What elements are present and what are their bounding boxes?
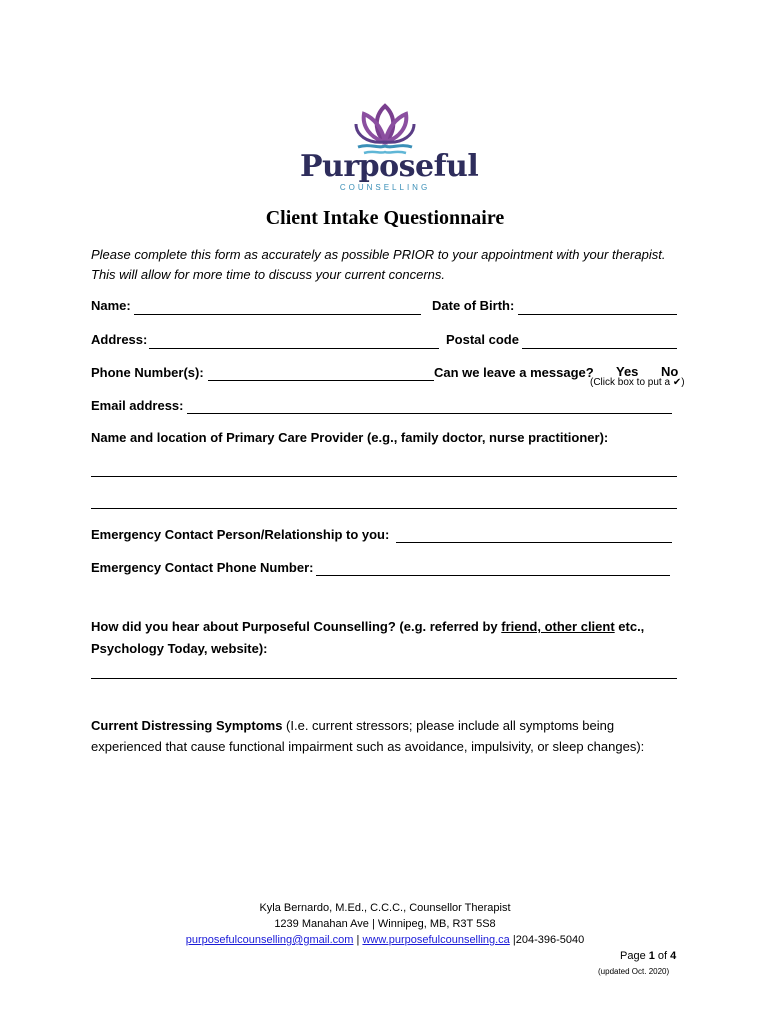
hear-about-label-line2: Psychology Today, website): — [91, 641, 268, 656]
phone-label: Phone Number(s): — [91, 365, 204, 380]
hear-about-label — [91, 619, 691, 634]
emergency-phone-label: Emergency Contact Phone Number: — [91, 560, 314, 575]
postal-field[interactable] — [522, 334, 677, 349]
symptoms-description: (I.e. current stressors; please include all symptoms being experienced that cause functional impairment such as avoidance, impulsivity, or sleep changes): — [91, 718, 645, 754]
footer-email-link[interactable]: purposefulcounselling@gmail.com — [185, 934, 354, 946]
footer-separator: | — [353, 934, 363, 946]
click-box-hint: (Click box to put a ✔) — [590, 377, 685, 388]
symptoms-response-area[interactable] — [91, 785, 677, 885]
emergency-person-field[interactable] — [396, 528, 672, 543]
name-field[interactable] — [134, 300, 421, 315]
message-label: Can we leave a message? — [434, 365, 594, 380]
brand-name: Purposeful — [300, 149, 479, 184]
dob-label: Date of Birth: — [432, 298, 515, 313]
email-label: Email address: — [91, 398, 184, 413]
page-prefix: Page — [620, 950, 649, 962]
dob-field[interactable] — [518, 300, 677, 315]
message-yes-option[interactable]: Yes — [616, 364, 639, 379]
footer-counsellor: Kyla Bernardo, M.Ed., C.C.C., Counsellor Therapist — [259, 902, 511, 914]
page-of: of — [654, 950, 671, 962]
address-field[interactable] — [149, 334, 439, 349]
care-provider-field-2[interactable] — [91, 494, 677, 509]
symptoms-heading: Current Distressing Symptoms — [91, 718, 283, 733]
symptoms-label — [91, 715, 651, 757]
page-title: Client Intake Questionnaire — [265, 207, 505, 229]
footer-phone: |204-396-5040 — [509, 934, 585, 946]
email-field[interactable] — [187, 399, 672, 414]
footer-website-link[interactable]: www.purposefulcounselling.ca — [362, 934, 510, 946]
updated-date: (updated Oct. 2020) — [598, 967, 670, 976]
emergency-person-label: Emergency Contact Person/Relationship to you: — [91, 527, 390, 542]
intro-text: Please complete this form as accurately as possible PRIOR to your appointment with your therapist. This will allow for more time to discuss your current concerns. — [91, 247, 666, 282]
hear-about-field[interactable] — [91, 664, 677, 679]
care-provider-label: Name and location of Primary Care Provider (e.g., family doctor, nurse practitioner): — [91, 430, 609, 445]
footer-contact — [0, 934, 770, 946]
hear-about-example: friend, other client — [501, 619, 615, 634]
phone-field[interactable] — [208, 366, 434, 381]
page-total: 4 — [670, 950, 677, 962]
postal-label: Postal code — [446, 332, 519, 347]
name-label: Name: — [91, 298, 131, 313]
hear-about-text-end: etc., — [614, 619, 645, 634]
address-label: Address: — [91, 332, 148, 347]
message-no-option[interactable]: No — [661, 364, 679, 379]
emergency-phone-field[interactable] — [316, 561, 670, 576]
brand-subtitle: COUNSELLING — [339, 183, 431, 192]
care-provider-field-1[interactable] — [91, 462, 677, 477]
page-current: 1 — [648, 950, 655, 962]
footer-address: 1239 Manahan Ave | Winnipeg, MB, R3T 5S8 — [274, 918, 496, 930]
page-number — [620, 950, 676, 962]
hear-about-text: How did you hear about Purposeful Counselling? (e.g. referred by — [91, 619, 502, 634]
